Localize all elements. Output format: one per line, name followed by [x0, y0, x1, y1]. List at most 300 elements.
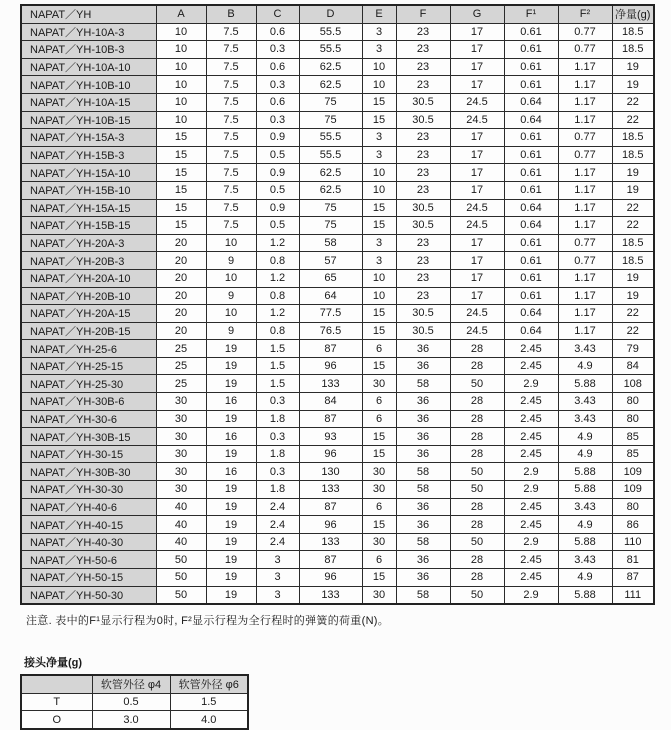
spec-table-cell: 87	[612, 569, 654, 587]
spec-table-cell: 65	[299, 269, 362, 287]
spec-table-cell: 62.5	[299, 76, 362, 94]
spec-table-row-label: NAPAT／YH-50-15	[21, 569, 156, 587]
spec-table-cell: 10	[206, 269, 256, 287]
spec-table-cell: 1.2	[256, 234, 299, 252]
spec-table-cell: 28	[450, 516, 504, 534]
spec-table-cell: 10	[362, 181, 396, 199]
spec-table-cell: 22	[612, 111, 654, 129]
spec-table-cell: 23	[396, 269, 450, 287]
spec-table-cell: 0.5	[256, 181, 299, 199]
spec-table-cell: 24.5	[450, 305, 504, 323]
spec-table-cell: 0.5	[256, 146, 299, 164]
spec-table-cell: 0.3	[256, 393, 299, 411]
spec-table-row-label: NAPAT／YH-10A-10	[21, 58, 156, 76]
spec-table-cell: 0.61	[504, 129, 558, 147]
spec-table-cell: 1.2	[256, 305, 299, 323]
spec-table-cell: 10	[156, 41, 206, 59]
spec-table-cell: 15	[156, 181, 206, 199]
spec-table-cell: 10	[362, 58, 396, 76]
spec-table-cell: 20	[156, 269, 206, 287]
spec-table-cell: 15	[156, 199, 206, 217]
spec-table-cell: 40	[156, 516, 206, 534]
spec-table-cell: 0.6	[256, 58, 299, 76]
spec-table-cell: 20	[156, 322, 206, 340]
spec-table-cell: 16	[206, 428, 256, 446]
spec-table-cell: 30.5	[396, 199, 450, 217]
spec-table-cell: 3	[362, 41, 396, 59]
spec-table-cell: 30.5	[396, 305, 450, 323]
spec-table-header-cell: G	[450, 5, 504, 23]
spec-table-cell: 0.61	[504, 23, 558, 41]
spec-table-cell: 1.17	[558, 269, 612, 287]
spec-table-cell: 50	[450, 481, 504, 499]
spec-table-cell: 0.9	[256, 164, 299, 182]
spec-table-cell: 19	[612, 181, 654, 199]
spec-table-cell: 22	[612, 217, 654, 235]
spec-table-row	[21, 111, 654, 129]
spec-table-cell: 7.5	[206, 58, 256, 76]
spec-table-cell: 55.5	[299, 41, 362, 59]
spec-table-cell: 7.5	[206, 93, 256, 111]
spec-table-cell: 110	[612, 533, 654, 551]
spec-table-header-cell: NAPAT／YH	[21, 5, 156, 23]
spec-table-cell: 10	[156, 76, 206, 94]
spec-table-cell: 80	[612, 498, 654, 516]
spec-table-cell: 30	[156, 410, 206, 428]
spec-table-cell: 1.17	[558, 58, 612, 76]
spec-table-cell: 55.5	[299, 146, 362, 164]
spec-table-cell: 15	[156, 146, 206, 164]
spec-table-cell: 10	[156, 23, 206, 41]
spec-table-row	[21, 58, 654, 76]
spec-table-cell: 30	[362, 375, 396, 393]
spec-table-cell: 28	[450, 498, 504, 516]
spec-table-cell: 5.88	[558, 533, 612, 551]
spec-table-cell: 19	[206, 586, 256, 604]
spec-table-row-label: NAPAT／YH-10B-10	[21, 76, 156, 94]
spec-table-cell: 19	[612, 76, 654, 94]
spec-table-cell: 0.64	[504, 93, 558, 111]
spec-table-cell: 15	[362, 93, 396, 111]
spec-table-cell: 19	[612, 287, 654, 305]
spec-table-cell: 28	[450, 445, 504, 463]
spec-table-cell: 5.88	[558, 586, 612, 604]
spec-table-cell: 3	[256, 551, 299, 569]
spec-table-row	[21, 516, 654, 534]
spec-table-cell: 7.5	[206, 217, 256, 235]
spec-table-cell: 0.61	[504, 252, 558, 270]
spec-table-cell: 0.61	[504, 41, 558, 59]
spec-table-cell: 0.5	[256, 217, 299, 235]
spec-table-cell: 81	[612, 551, 654, 569]
spec-table-cell: 2.45	[504, 445, 558, 463]
spec-table-cell: 10	[206, 305, 256, 323]
spec-table-cell: 0.3	[256, 111, 299, 129]
spec-table-cell: 19	[206, 340, 256, 358]
spec-table-cell: 58	[396, 375, 450, 393]
spec-table-header-row	[21, 5, 654, 23]
spec-table-row	[21, 23, 654, 41]
spec-table-cell: 7.5	[206, 41, 256, 59]
spec-table-cell: 15	[156, 129, 206, 147]
spec-table-cell: 96	[299, 516, 362, 534]
spec-table-cell: 133	[299, 375, 362, 393]
spec-table-row-label: NAPAT／YH-15B-15	[21, 217, 156, 235]
fitting-table-cell: 0.5	[92, 693, 170, 711]
spec-table-cell: 30	[156, 428, 206, 446]
spec-table-cell: 22	[612, 199, 654, 217]
spec-table-cell: 17	[450, 58, 504, 76]
spec-table-row	[21, 463, 654, 481]
spec-table-cell: 15	[362, 199, 396, 217]
spec-table-cell: 24.5	[450, 199, 504, 217]
spec-table-cell: 50	[450, 375, 504, 393]
spec-table-cell: 96	[299, 569, 362, 587]
spec-table-cell: 18.5	[612, 252, 654, 270]
spec-table-cell: 0.8	[256, 287, 299, 305]
spec-table-cell: 0.61	[504, 287, 558, 305]
spec-table-row-label: NAPAT／YH-15B-10	[21, 181, 156, 199]
spec-table-cell: 1.8	[256, 410, 299, 428]
spec-table-cell: 5.88	[558, 463, 612, 481]
spec-table-cell: 58	[396, 481, 450, 499]
spec-table-cell: 2.45	[504, 357, 558, 375]
spec-table-cell: 4.9	[558, 569, 612, 587]
spec-table-cell: 17	[450, 41, 504, 59]
spec-table-cell: 80	[612, 410, 654, 428]
spec-table-cell: 2.45	[504, 569, 558, 587]
spec-table-cell: 87	[299, 340, 362, 358]
spec-table-cell: 0.77	[558, 252, 612, 270]
spec-table-cell: 0.77	[558, 23, 612, 41]
spec-table-row-label: NAPAT／YH-40-15	[21, 516, 156, 534]
spec-table-cell: 6	[362, 498, 396, 516]
spec-table-cell: 10	[362, 164, 396, 182]
spec-table-row-label: NAPAT／YH-10A-15	[21, 93, 156, 111]
spec-table-cell: 3	[362, 234, 396, 252]
spec-table-cell: 22	[612, 93, 654, 111]
spec-table-row-label: NAPAT／YH-40-6	[21, 498, 156, 516]
spec-table-cell: 108	[612, 375, 654, 393]
spec-table-cell: 19	[206, 551, 256, 569]
spec-table-cell: 5.88	[558, 375, 612, 393]
spec-table-cell: 2.45	[504, 428, 558, 446]
spec-table-cell: 5.88	[558, 481, 612, 499]
spec-table-cell: 23	[396, 58, 450, 76]
spec-table-row-label: NAPAT／YH-30-6	[21, 410, 156, 428]
spec-table-cell: 133	[299, 533, 362, 551]
spec-table-cell: 19	[612, 164, 654, 182]
spec-table-header-cell: F¹	[504, 5, 558, 23]
spec-table-cell: 30	[362, 463, 396, 481]
spec-table-cell: 19	[206, 498, 256, 516]
spec-table-header-cell: C	[256, 5, 299, 23]
spec-table-cell: 18.5	[612, 234, 654, 252]
spec-table-cell: 57	[299, 252, 362, 270]
spec-table	[20, 4, 655, 605]
spec-table-cell: 130	[299, 463, 362, 481]
spec-table-cell: 62.5	[299, 164, 362, 182]
spec-table-cell: 23	[396, 287, 450, 305]
spec-table-cell: 0.64	[504, 199, 558, 217]
spec-table-cell: 25	[156, 340, 206, 358]
spec-table-cell: 3	[362, 146, 396, 164]
fitting-table-header-cell: 软管外径 φ6	[170, 675, 248, 693]
spec-table-cell: 30	[362, 586, 396, 604]
spec-table-cell: 3	[256, 586, 299, 604]
spec-table-cell: 30	[156, 393, 206, 411]
spec-table-cell: 2.45	[504, 516, 558, 534]
spec-table-row	[21, 322, 654, 340]
spec-table-cell: 19	[206, 410, 256, 428]
spec-table-cell: 0.9	[256, 129, 299, 147]
spec-table-header-cell: F	[396, 5, 450, 23]
fitting-table-cell: 3.0	[92, 711, 170, 729]
spec-table-cell: 7.5	[206, 199, 256, 217]
spec-table-cell: 10	[362, 287, 396, 305]
spec-table-cell: 0.61	[504, 146, 558, 164]
spec-table-cell: 23	[396, 164, 450, 182]
spec-table-cell: 30	[156, 463, 206, 481]
spec-table-cell: 0.77	[558, 41, 612, 59]
spec-table-cell: 36	[396, 569, 450, 587]
spec-table-cell: 23	[396, 234, 450, 252]
spec-table-cell: 15	[362, 217, 396, 235]
spec-table-cell: 9	[206, 252, 256, 270]
spec-table-cell: 28	[450, 393, 504, 411]
spec-table-cell: 2.4	[256, 498, 299, 516]
spec-table-cell: 15	[362, 357, 396, 375]
fitting-table-title: 接头净量(g)	[24, 657, 83, 670]
spec-table-cell: 17	[450, 252, 504, 270]
spec-table-cell: 15	[156, 164, 206, 182]
spec-table-cell: 1.17	[558, 164, 612, 182]
spec-table-cell: 1.17	[558, 76, 612, 94]
spec-table-cell: 3.43	[558, 410, 612, 428]
spec-table-cell: 19	[206, 375, 256, 393]
spec-table-row-label: NAPAT／YH-40-30	[21, 533, 156, 551]
spec-table-cell: 58	[396, 586, 450, 604]
spec-table-cell: 22	[612, 305, 654, 323]
table-note: 注意. 表中的F¹显示行程为0时, F²显示行程为全行程时的弹簧的荷重(N)。	[26, 615, 390, 628]
spec-table-cell: 23	[396, 146, 450, 164]
spec-table-cell: 96	[299, 357, 362, 375]
spec-table-cell: 4.9	[558, 445, 612, 463]
spec-table-cell: 55.5	[299, 23, 362, 41]
spec-table-cell: 3	[256, 569, 299, 587]
spec-table-cell: 20	[156, 252, 206, 270]
spec-table-header-cell: B	[206, 5, 256, 23]
spec-table-cell: 0.61	[504, 234, 558, 252]
spec-table-row-label: NAPAT／YH-20A-10	[21, 269, 156, 287]
fitting-table-row-label: T	[21, 693, 92, 711]
spec-table-cell: 7.5	[206, 129, 256, 147]
spec-table-cell: 0.8	[256, 322, 299, 340]
spec-table-row	[21, 199, 654, 217]
spec-table-cell: 1.17	[558, 181, 612, 199]
spec-table-row	[21, 217, 654, 235]
spec-table-cell: 58	[396, 463, 450, 481]
fitting-table-row	[21, 693, 248, 711]
spec-table-row-label: NAPAT／YH-30-15	[21, 445, 156, 463]
spec-table-cell: 23	[396, 23, 450, 41]
spec-table-row	[21, 181, 654, 199]
spec-table-cell: 36	[396, 410, 450, 428]
spec-table-row-label: NAPAT／YH-30B-30	[21, 463, 156, 481]
spec-table-cell: 1.5	[256, 340, 299, 358]
spec-table-row-label: NAPAT／YH-30B-15	[21, 428, 156, 446]
spec-table-cell: 36	[396, 516, 450, 534]
spec-table-cell: 0.3	[256, 428, 299, 446]
spec-table-cell: 2.45	[504, 498, 558, 516]
spec-table-row	[21, 533, 654, 551]
spec-table-cell: 30.5	[396, 322, 450, 340]
spec-table-cell: 0.6	[256, 23, 299, 41]
spec-table-row	[21, 93, 654, 111]
spec-table-cell: 15	[362, 111, 396, 129]
spec-table-cell: 18.5	[612, 41, 654, 59]
spec-table-cell: 30	[156, 481, 206, 499]
spec-table-cell: 17	[450, 146, 504, 164]
spec-table-cell: 19	[206, 569, 256, 587]
spec-table-cell: 1.5	[256, 375, 299, 393]
spec-table-row-label: NAPAT／YH-10B-15	[21, 111, 156, 129]
spec-table-row	[21, 252, 654, 270]
spec-table-cell: 17	[450, 23, 504, 41]
spec-table-cell: 7.5	[206, 23, 256, 41]
spec-table-cell: 30	[362, 481, 396, 499]
spec-table-cell: 85	[612, 428, 654, 446]
spec-table-row-label: NAPAT／YH-50-6	[21, 551, 156, 569]
spec-table-cell: 28	[450, 357, 504, 375]
spec-table-cell: 6	[362, 393, 396, 411]
spec-table-header-cell: D	[299, 5, 362, 23]
spec-table-row-label: NAPAT／YH-25-6	[21, 340, 156, 358]
spec-table-cell: 19	[206, 516, 256, 534]
spec-table-cell: 0.3	[256, 41, 299, 59]
spec-table-cell: 19	[206, 357, 256, 375]
spec-table-cell: 79	[612, 340, 654, 358]
spec-table-cell: 86	[612, 516, 654, 534]
spec-table-cell: 15	[362, 322, 396, 340]
spec-table-cell: 7.5	[206, 111, 256, 129]
spec-table-cell: 3	[362, 252, 396, 270]
spec-table-cell: 77.5	[299, 305, 362, 323]
spec-table-cell: 0.64	[504, 217, 558, 235]
spec-table-cell: 28	[450, 428, 504, 446]
spec-table-cell: 0.61	[504, 181, 558, 199]
spec-table-row	[21, 340, 654, 358]
spec-table-cell: 17	[450, 181, 504, 199]
spec-table-header-cell: F²	[558, 5, 612, 23]
spec-table-cell: 24.5	[450, 217, 504, 235]
spec-table-row-label: NAPAT／YH-15B-3	[21, 146, 156, 164]
spec-table-row	[21, 393, 654, 411]
spec-table-row	[21, 305, 654, 323]
fitting-table-cell: 1.5	[170, 693, 248, 711]
fitting-table-cell: 4.0	[170, 711, 248, 729]
spec-table-cell: 17	[450, 76, 504, 94]
spec-table-row	[21, 234, 654, 252]
spec-table-cell: 133	[299, 481, 362, 499]
spec-table-cell: 85	[612, 445, 654, 463]
spec-table-cell: 0.6	[256, 93, 299, 111]
spec-table-cell: 0.77	[558, 146, 612, 164]
fitting-table-row	[21, 711, 248, 729]
spec-table-row	[21, 445, 654, 463]
spec-table-row	[21, 269, 654, 287]
spec-table-row	[21, 375, 654, 393]
spec-table-cell: 23	[396, 252, 450, 270]
spec-table-cell: 87	[299, 410, 362, 428]
spec-table-cell: 55.5	[299, 129, 362, 147]
spec-table-row-label: NAPAT／YH-15A-15	[21, 199, 156, 217]
spec-table-cell: 0.3	[256, 76, 299, 94]
spec-table-cell: 1.17	[558, 305, 612, 323]
spec-table-row	[21, 129, 654, 147]
spec-table-cell: 9	[206, 322, 256, 340]
spec-table-cell: 19	[206, 445, 256, 463]
spec-table-row-label: NAPAT／YH-15A-3	[21, 129, 156, 147]
spec-table-cell: 0.9	[256, 199, 299, 217]
spec-table-row	[21, 76, 654, 94]
spec-table-cell: 36	[396, 498, 450, 516]
spec-table-cell: 10	[362, 76, 396, 94]
spec-table-cell: 24.5	[450, 111, 504, 129]
spec-table-cell: 87	[299, 551, 362, 569]
spec-table-cell: 84	[299, 393, 362, 411]
spec-table-row-label: NAPAT／YH-15A-10	[21, 164, 156, 182]
spec-table-row	[21, 357, 654, 375]
spec-table-cell: 2.9	[504, 481, 558, 499]
spec-table-cell: 1.2	[256, 269, 299, 287]
spec-table-cell: 30	[362, 533, 396, 551]
spec-table-cell: 62.5	[299, 181, 362, 199]
spec-table-cell: 15	[362, 569, 396, 587]
spec-table-row-label: NAPAT／YH-20B-3	[21, 252, 156, 270]
spec-table-cell: 0.61	[504, 58, 558, 76]
spec-table-cell: 2.4	[256, 533, 299, 551]
spec-table-cell: 24.5	[450, 93, 504, 111]
spec-table-cell: 17	[450, 287, 504, 305]
spec-table-cell: 25	[156, 375, 206, 393]
spec-table-cell: 0.64	[504, 305, 558, 323]
spec-table-cell: 22	[612, 322, 654, 340]
spec-table-cell: 0.64	[504, 322, 558, 340]
spec-table-cell: 20	[156, 305, 206, 323]
spec-table-cell: 1.17	[558, 199, 612, 217]
spec-table-cell: 28	[450, 569, 504, 587]
spec-table-row-label: NAPAT／YH-10B-3	[21, 41, 156, 59]
spec-table-cell: 19	[612, 58, 654, 76]
spec-table-cell: 96	[299, 445, 362, 463]
spec-table-header-cell: E	[362, 5, 396, 23]
spec-table-cell: 1.8	[256, 481, 299, 499]
spec-table-cell: 6	[362, 551, 396, 569]
spec-table-cell: 10	[206, 234, 256, 252]
spec-table-cell: 1.5	[256, 357, 299, 375]
spec-table-row-label: NAPAT／YH-30B-6	[21, 393, 156, 411]
spec-table-cell: 10	[362, 269, 396, 287]
spec-table-row-label: NAPAT／YH-20A-15	[21, 305, 156, 323]
spec-table-row-label: NAPAT／YH-20A-3	[21, 234, 156, 252]
spec-table-cell: 133	[299, 586, 362, 604]
spec-table-cell: 36	[396, 393, 450, 411]
spec-table-row-label: NAPAT／YH-50-30	[21, 586, 156, 604]
spec-table-row-label: NAPAT／YH-30-30	[21, 481, 156, 499]
spec-table-cell: 75	[299, 217, 362, 235]
spec-table-cell: 15	[156, 217, 206, 235]
